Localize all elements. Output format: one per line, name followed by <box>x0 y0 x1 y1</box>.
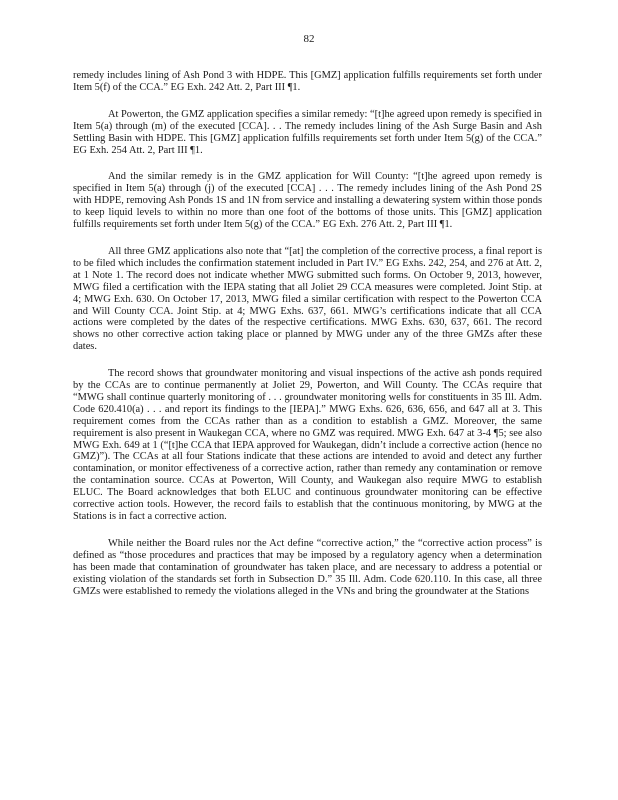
paragraph-continued: remedy includes lining of Ash Pond 3 with HDPE. This [GMZ] application fulfills requirements set forth under Item 5(f) of the CCA.” EG Exh. 242 Att. 2, Part III ¶1. <box>73 70 542 93</box>
paragraph-will-county: And the similar remedy is in the GMZ application for Will County: “[t]he agreed upon remedy is specified in Item 5(a) through (j) of the executed [CCA] . . . The remedy includes lining of the Ash Pond 2S with HDPE, removing Ash Ponds 1S and 1N from service and installing a dewatering system within those ponds to keep liquid levels to within no more than one foot of the bottoms of those units. This [GMZ] application fulfills requirements set forth under Item 5(g) of the CCA.” EG Exh. 276 Att. 2, Part III ¶1. <box>73 171 542 231</box>
paragraph-gmz-applications: All three GMZ applications also note that “[at] the completion of the corrective process, a final report is to be filed which includes the confirmation statement included in Part IV.” EG Exhs. 242, 254, and 276 at Att. 2, at 1 Note 1. The record does not indicate whether MWG submitted such forms. On October 9, 2013, however, MWG filed a certification with the IEPA stating that all Joliet 29 CCA measures were completed. Joint Stip. at 4; MWG Exh. 630. On October 17, 2013, MWG filed a similar certification with respect to the Powerton CCA and Will County CCA. Joint Stip. at 4; MWG Exhs. 637, 661. MWG’s certifications indicate that all CCA actions were completed by the dates of the respective certifications. MWG Exhs. 630, 637, 661. The record shows no other corrective action taking place or planned by MWG under any of the three GMZs after these dates. <box>73 245 542 353</box>
paragraph-groundwater-monitoring: The record shows that groundwater monitoring and visual inspections of the active ash ponds required by the CCAs are to continue permanently at Joliet 29, Powerton, and Will County. The CCAs require that “MWG shall continue quarterly monitoring of . . . groundwater monitoring wells for constituents in 35 Ill. Adm. Code 620.410(a) . . . and report its findings to the [IEPA].” MWG Exhs. 626, 636, 656, and 647 all at 3. This requirement comes from the CCAs rather than as a condition to establish a GMZ. Moreover, the same requirement is also present in Waukegan CCA, where no GMZ was required. MWG Exh. 647 at 3-4 ¶5; see also MWG Exh. 649 at 1 (“[t]he CCA that IEPA approved for Waukegan, didn’t include a corrective action (hence no GMZ)”). The CCAs at all four Stations indicate that these actions are intended to avoid and detect any further contamination, or monitor effectiveness of a corrective action, rather than remedy any contamination or remove the contamination source. CCAs at Powerton, Will County, and Waukegan also require MWG to establish ELUC. The Board acknowledges that both ELUC and continuous groundwater monitoring can be effective corrective action tools. However, the record fails to establish that the continuous monitoring, by MWG at the Stations is in fact a corrective action. <box>73 368 542 522</box>
paragraph-powerton: At Powerton, the GMZ application specifies a similar remedy: “[t]he agreed upon remedy is specified in Item 5(a) through (m) of the executed [CCA]. . . The remedy includes lining of the Ash Surge Basin and Ash Settling Basin with HDPE. This [GMZ] application fulfills requirements set forth under Item 5(g) of the CCA.” EG Exh. 254 Att. 2, Part III ¶1. <box>73 108 542 156</box>
paragraph-corrective-action: While neither the Board rules nor the Act define “corrective action,” the “corrective action process” is defined as “those procedures and practices that may be imposed by a regulatory agency when a determination has been made that contamination of groundwater has taken place, and are necessary to address a potential or existing violation of the standards set forth in Subsection D.” 35 Ill. Adm. Code 620.110. In this case, all three GMZs were established to remedy the violations alleged in the VNs and bring the groundwater at the Stations <box>73 537 542 597</box>
document-body <box>73 70 542 597</box>
page-number: 82 <box>303 33 315 45</box>
